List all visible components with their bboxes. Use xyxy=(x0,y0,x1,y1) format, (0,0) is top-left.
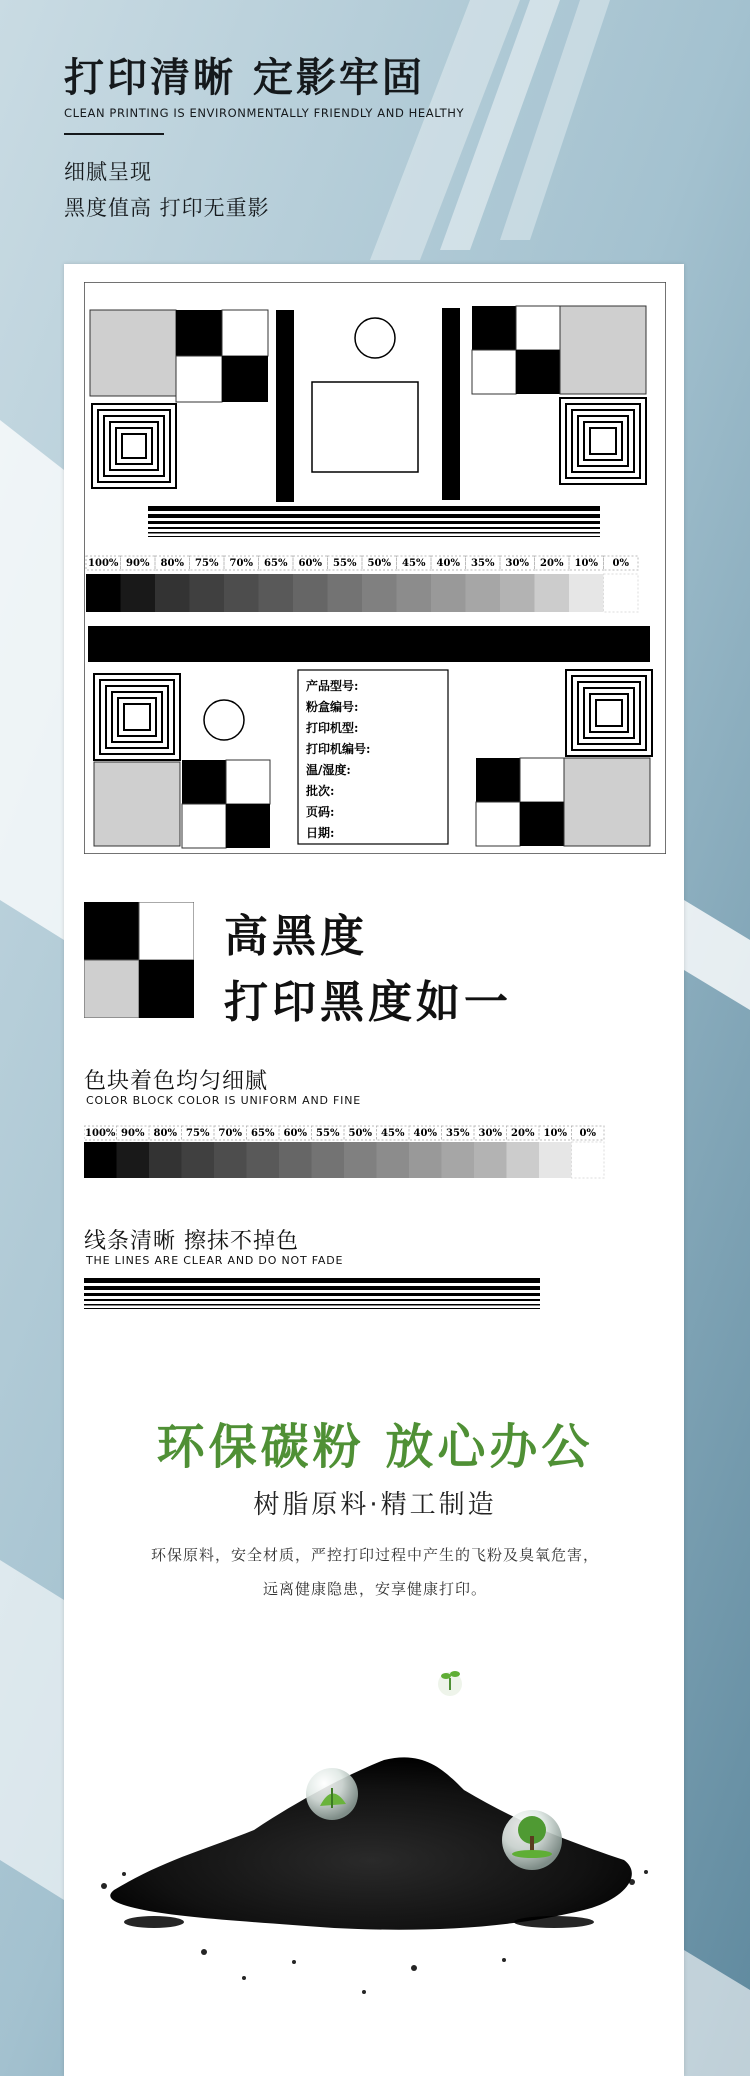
scale-label: 80% xyxy=(160,558,184,569)
scale-label: 100% xyxy=(88,558,119,569)
eco-subtitle: 树脂原料·精工制造 xyxy=(253,1490,497,1520)
scale-label: 55% xyxy=(333,558,357,569)
sheet-gray-scale xyxy=(86,556,638,612)
scale-label: 50% xyxy=(348,1128,372,1139)
gray-swatch xyxy=(182,1142,215,1178)
checker-pattern xyxy=(176,310,268,402)
scale-label: 75% xyxy=(186,1128,210,1139)
scale-label: 90% xyxy=(121,1128,145,1139)
gray-swatch xyxy=(604,574,639,612)
line-pattern xyxy=(148,506,600,537)
scale-label: 65% xyxy=(251,1128,275,1139)
gray-swatch xyxy=(466,574,501,612)
gray-square xyxy=(90,310,176,396)
scale-label: 30% xyxy=(478,1128,502,1139)
info-label: 温/湿度: xyxy=(306,763,351,777)
gray-swatch xyxy=(569,574,604,612)
scale-label: 60% xyxy=(283,1128,307,1139)
gray-swatch xyxy=(362,574,397,612)
info-label: 粉盒编号: xyxy=(306,700,359,714)
color-block-title: 色块着色均匀细腻 xyxy=(84,1069,269,1094)
scale-label: 45% xyxy=(381,1128,405,1139)
scale-label: 0% xyxy=(579,1128,596,1139)
tree-bubble-icon xyxy=(502,1810,562,1870)
scale-label: 40% xyxy=(436,558,460,569)
scale-label: 40% xyxy=(413,1128,437,1139)
scale-label: 35% xyxy=(471,558,495,569)
scale-label: 20% xyxy=(511,1128,535,1139)
lines-subtitle: THE LINES ARE CLEAR AND DO NOT FADE xyxy=(86,1254,344,1267)
gray-square xyxy=(94,762,180,846)
blackness-checker-icon xyxy=(84,902,194,1018)
vertical-bar xyxy=(276,310,294,502)
color-block-subtitle: COLOR BLOCK COLOR IS UNIFORM AND FINE xyxy=(86,1094,362,1107)
hero-line-2: 黑度值高 打印无重影 xyxy=(64,196,270,220)
scale-label: 90% xyxy=(126,558,150,569)
gray-square xyxy=(560,306,646,394)
scale-label: 45% xyxy=(402,558,426,569)
info-label: 产品型号: xyxy=(306,679,359,693)
scale-label: 0% xyxy=(612,558,629,569)
info-label: 日期: xyxy=(306,826,335,840)
scale-label: 70% xyxy=(218,1128,242,1139)
checker-pattern xyxy=(476,758,564,846)
gray-swatch xyxy=(474,1142,507,1178)
gray-swatch xyxy=(279,1142,312,1178)
gray-swatch xyxy=(214,1142,247,1178)
gray-swatch xyxy=(84,1142,117,1178)
scale-label: 10% xyxy=(574,558,598,569)
test-print-sheet xyxy=(84,282,666,854)
gray-swatch xyxy=(121,574,156,612)
gray-swatch xyxy=(442,1142,475,1178)
blackness-title-2: 打印黑度如一 xyxy=(224,977,512,1028)
gray-swatch xyxy=(190,574,225,612)
gray-swatch xyxy=(312,1142,345,1178)
gray-swatch xyxy=(149,1142,182,1178)
gray-swatch xyxy=(431,574,466,612)
scale-label: 30% xyxy=(505,558,529,569)
vertical-bar xyxy=(442,308,460,500)
gray-swatch xyxy=(409,1142,442,1178)
scale-label: 55% xyxy=(316,1128,340,1139)
info-label: 页码: xyxy=(306,805,335,819)
scale-label: 50% xyxy=(367,558,391,569)
scale-label: 20% xyxy=(540,558,564,569)
scale-label: 100% xyxy=(85,1128,116,1139)
hero-subtitle: CLEAN PRINTING IS ENVIRONMENTALLY FRIENDLY AND HEALTHY xyxy=(64,106,465,120)
eco-body-line-1: 环保原料，安全材质，严控打印过程中产生的飞粉及臭氧危害， xyxy=(150,1546,599,1564)
info-label: 打印机编号: xyxy=(306,742,371,756)
solid-black-bar xyxy=(88,626,650,662)
hero-line-1: 细腻呈现 xyxy=(64,160,152,184)
info-label: 批次: xyxy=(306,784,335,798)
scale-label: 80% xyxy=(153,1128,177,1139)
hero-title: 打印清晰 定影牢固 xyxy=(64,55,425,101)
gray-swatch xyxy=(224,574,259,612)
scale-label: 35% xyxy=(446,1128,470,1139)
hero-divider xyxy=(64,133,164,135)
scale-label: 10% xyxy=(543,1128,567,1139)
eco-title: 环保碳粉 放心办公 xyxy=(156,1419,594,1475)
blackness-title-1: 高黑度 xyxy=(224,911,368,962)
scale-label: 60% xyxy=(298,558,322,569)
gray-swatch xyxy=(259,574,294,612)
plant-bubble-icon xyxy=(306,1768,358,1820)
info-label: 打印机型: xyxy=(306,721,359,735)
gray-swatch xyxy=(539,1142,572,1178)
gray-swatch xyxy=(397,574,432,612)
gray-swatch xyxy=(572,1142,605,1178)
scale-label: 65% xyxy=(264,558,288,569)
gray-swatch xyxy=(117,1142,150,1178)
gray-swatch xyxy=(500,574,535,612)
gray-swatch xyxy=(507,1142,540,1178)
sprout-icon xyxy=(438,1671,462,1696)
gray-swatch xyxy=(535,574,570,612)
gray-swatch xyxy=(247,1142,280,1178)
gray-swatch xyxy=(344,1142,377,1178)
eco-body-line-2: 远离健康隐患，安享健康打印。 xyxy=(262,1580,487,1598)
gray-swatch xyxy=(328,574,363,612)
gray-square xyxy=(564,758,650,846)
toner-powder-image xyxy=(84,1660,666,2020)
checker-pattern xyxy=(472,306,560,394)
line-sample xyxy=(84,1276,544,1316)
color-block-gray-scale xyxy=(84,1122,634,1180)
gray-swatch xyxy=(293,574,328,612)
gray-swatch xyxy=(155,574,190,612)
checker-pattern xyxy=(182,760,270,848)
lines-title: 线条清晰 擦抹不掉色 xyxy=(84,1229,299,1254)
gray-swatch xyxy=(377,1142,410,1178)
scale-label: 75% xyxy=(195,558,219,569)
gray-swatch xyxy=(86,574,121,612)
scale-label: 70% xyxy=(229,558,253,569)
